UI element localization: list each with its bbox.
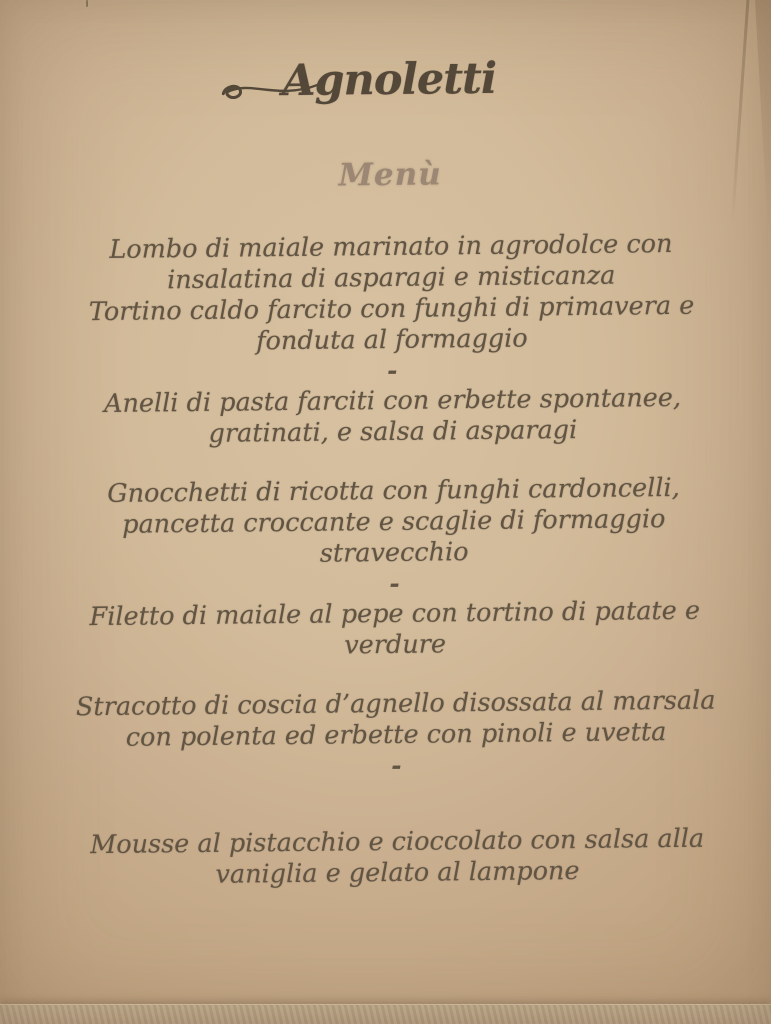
menu-items xyxy=(60,228,727,892)
restaurant-logo xyxy=(281,53,496,107)
menu-item: Mousse al pistacchio e cioccolato con salsa alla vaniglia e gelato al lampone xyxy=(89,823,704,890)
menu-item: Anelli di pasta farciti con erbette spontanee, gratinati, e salsa di asparagi xyxy=(103,382,681,449)
tablecloth xyxy=(0,1004,771,1024)
menu-item: Gnocchetti di ricotta con funghi cardoncelli, pancetta croccante e scaglie di formaggio stravecchio xyxy=(106,472,680,569)
menu-item: Tortino caldo farcito con funghi di primavera e fonduta al formaggio xyxy=(88,290,694,357)
paper-crease xyxy=(731,0,750,227)
course-separator: - xyxy=(388,568,400,598)
logo-swash-icon xyxy=(220,78,320,105)
restaurant-name: Agnoletti xyxy=(281,53,497,107)
menu-card xyxy=(44,0,727,893)
menu-item: Lombo di maiale marinato in agrodolce con insalatina di asparagi e misticanza xyxy=(108,228,673,296)
menu-title: Menù xyxy=(337,156,442,194)
course-gap xyxy=(66,777,726,830)
menu-item: Stracotto di coscia d’agnello disossata al marsala con polenta ed erbette con pinoli e uvetta xyxy=(75,685,716,753)
course-separator: - xyxy=(386,355,398,385)
menu-item: Filetto di maiale al pepe con tortino di patate e verdure xyxy=(88,595,700,661)
course-separator: - xyxy=(390,750,402,780)
paper-edge-shade xyxy=(731,0,771,230)
